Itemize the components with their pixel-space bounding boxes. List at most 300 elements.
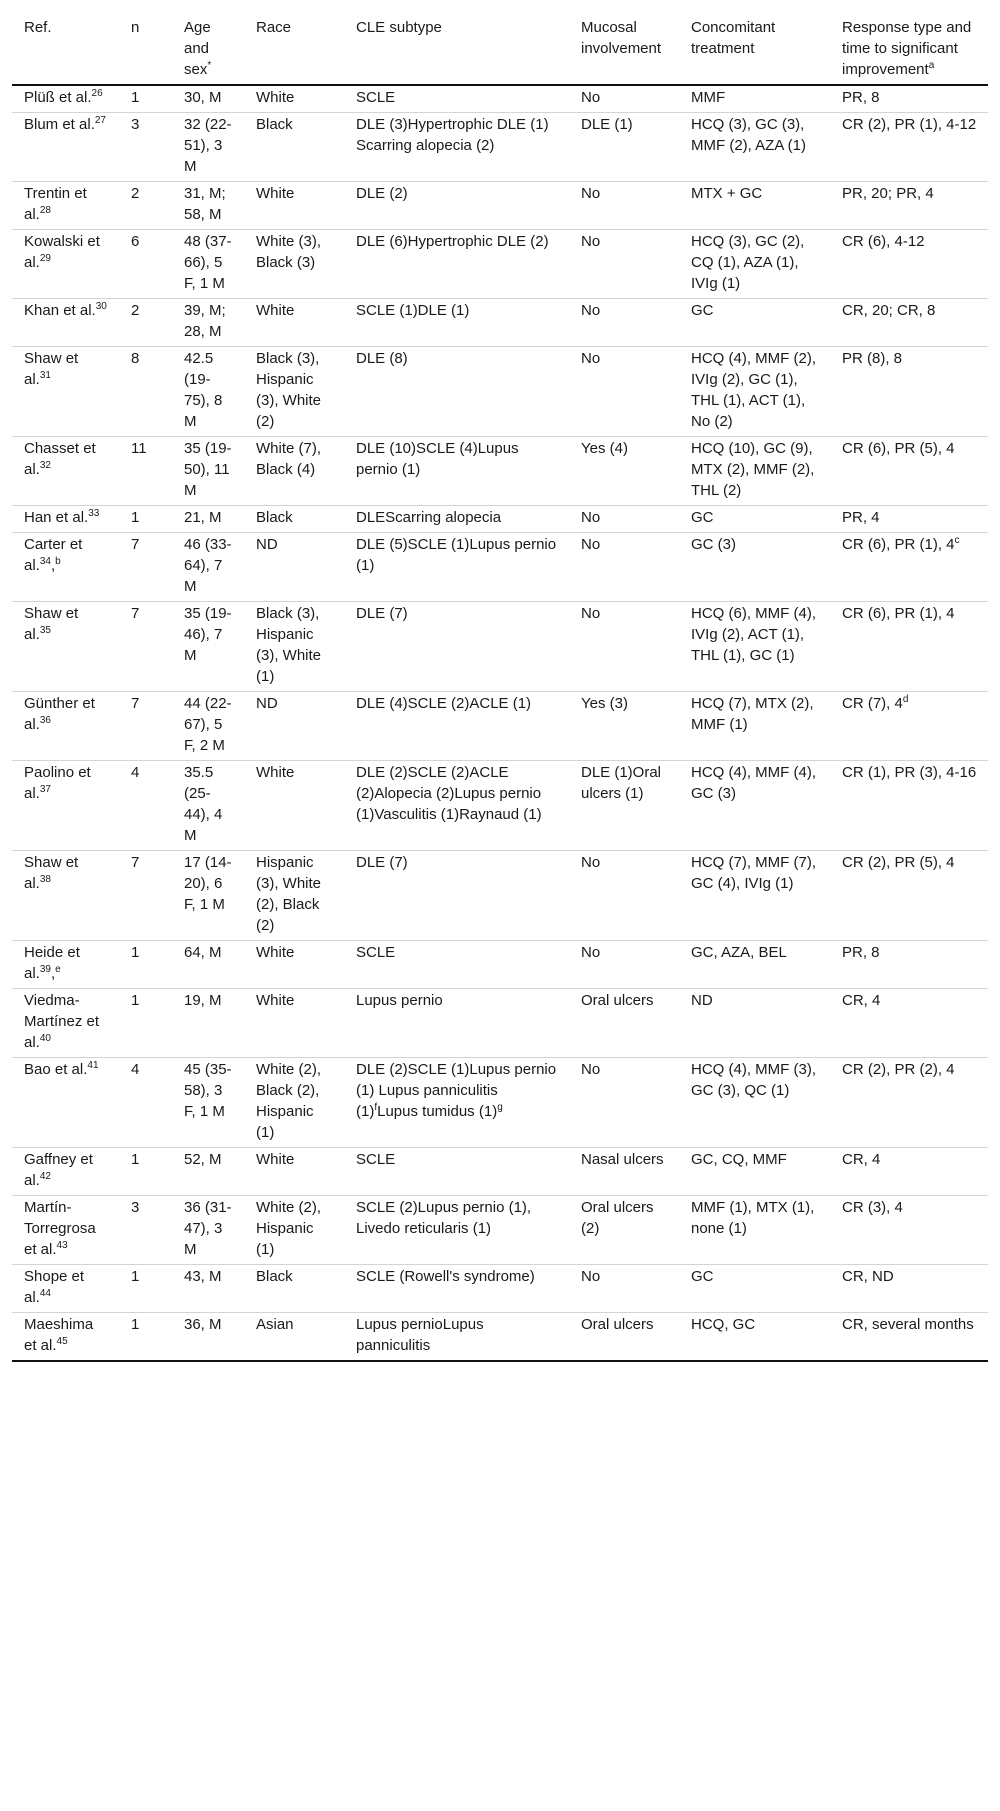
- cell-mucosal: [569, 113, 679, 182]
- treatment-text: MMF: [691, 89, 726, 106]
- reference-number: 32: [39, 460, 51, 471]
- race-text: White (3), Black (3): [256, 233, 322, 271]
- column-header-n: [119, 5, 172, 85]
- cell-ref: [12, 941, 119, 989]
- reference-number: 35: [39, 625, 51, 636]
- cell-mucosal: [569, 533, 679, 602]
- treatment-text: ND: [691, 992, 713, 1009]
- treatment-text: HCQ (3), GC (3), MMF (2), AZA (1): [691, 116, 807, 154]
- table-row: [12, 230, 988, 299]
- subtype-text: DLE (5)SCLE (1)Lupus pernio (1): [356, 536, 557, 574]
- treatment-text: HCQ, GC: [691, 1316, 756, 1333]
- cell-ref: [12, 506, 119, 533]
- cell-response: [830, 506, 988, 533]
- ref-text: Heide et al.: [24, 944, 80, 982]
- cell-treatment: [679, 1265, 830, 1313]
- reference-number: 39: [39, 964, 51, 975]
- subtype-text: SCLE (Rowell's syndrome): [356, 1268, 535, 1285]
- cell-treatment: [679, 1148, 830, 1196]
- cell-race: [244, 437, 344, 506]
- cell-n: [119, 437, 172, 506]
- table-row: [12, 1265, 988, 1313]
- subtype-text: DLE (7): [356, 854, 408, 871]
- response-text: PR, 8: [842, 89, 880, 106]
- race-text: White (2), Hispanic (1): [256, 1199, 322, 1258]
- cell-ref: [12, 1313, 119, 1362]
- cell-mucosal: [569, 506, 679, 533]
- treatment-text: HCQ (7), MMF (7), GC (4), IVIg (1): [691, 854, 816, 892]
- response-text: PR (8), 8: [842, 350, 903, 367]
- race-text: Hispanic (3), White (2), Black (2): [256, 854, 322, 934]
- cell-age: [172, 437, 244, 506]
- cell-treatment: [679, 230, 830, 299]
- column-header-label: n: [131, 19, 140, 36]
- table-body: [12, 85, 988, 1361]
- cell-age: [172, 1313, 244, 1362]
- race-text: Black: [256, 509, 293, 526]
- subtype-footnote: f: [374, 1102, 378, 1113]
- ref-text: Han et al.: [24, 509, 89, 526]
- mucosal-text: No: [581, 854, 601, 871]
- cell-subtype: [344, 230, 569, 299]
- ref-text: Carter et al.: [24, 536, 83, 574]
- cell-mucosal: [569, 692, 679, 761]
- cell-treatment: [679, 1058, 830, 1148]
- treatment-text: HCQ (4), MMF (4), GC (3): [691, 764, 816, 802]
- column-header-response: [830, 5, 988, 85]
- cell-treatment: [679, 299, 830, 347]
- cell-mucosal: [569, 182, 679, 230]
- treatment-text: HCQ (3), GC (2), CQ (1), AZA (1), IVIg (1): [691, 233, 805, 292]
- mucosal-text: No: [581, 944, 601, 961]
- response-text: PR, 20; PR, 4: [842, 185, 934, 202]
- cell-response: [830, 1265, 988, 1313]
- ref-text: Paolino et al.: [24, 764, 91, 802]
- cell-race: [244, 182, 344, 230]
- cell-subtype: [344, 182, 569, 230]
- cell-response: [830, 437, 988, 506]
- treatment-text: HCQ (10), GC (9), MTX (2), MMF (2), THL (2): [691, 440, 815, 499]
- cell-treatment: [679, 182, 830, 230]
- table-row: [12, 692, 988, 761]
- cell-ref: [12, 182, 119, 230]
- cell-response: [830, 692, 988, 761]
- cell-race: [244, 1265, 344, 1313]
- cell-age: [172, 851, 244, 941]
- cell-mucosal: [569, 1313, 679, 1362]
- cell-response: [830, 182, 988, 230]
- cell-age: [172, 85, 244, 113]
- reference-number: 42: [39, 1171, 51, 1182]
- cell-treatment: [679, 347, 830, 437]
- reference-number: 45: [56, 1336, 68, 1347]
- age-text: 52, M: [184, 1151, 222, 1168]
- cell-subtype: [344, 533, 569, 602]
- cell-response: [830, 85, 988, 113]
- race-text: Black: [256, 116, 293, 133]
- reference-number: 36: [39, 715, 51, 726]
- cell-subtype: [344, 1265, 569, 1313]
- table-row: [12, 347, 988, 437]
- cell-treatment: [679, 1313, 830, 1362]
- cell-response: [830, 347, 988, 437]
- treatment-text: GC: [691, 1268, 714, 1285]
- treatment-text: GC, CQ, MMF: [691, 1151, 787, 1168]
- cell-mucosal: [569, 299, 679, 347]
- race-text: White: [256, 944, 295, 961]
- table-row: [12, 182, 988, 230]
- subtype-text: SCLE (1)DLE (1): [356, 302, 470, 319]
- cell-n: [119, 1313, 172, 1362]
- n-text: 6: [131, 233, 140, 250]
- cell-race: [244, 113, 344, 182]
- race-text: White: [256, 185, 295, 202]
- reference-number: 27: [94, 115, 106, 126]
- ref-text: Martín-Torregrosa et al.: [24, 1199, 96, 1258]
- cell-response: [830, 761, 988, 851]
- cell-race: [244, 941, 344, 989]
- cell-response: [830, 1313, 988, 1362]
- reference-footnote: e: [55, 964, 61, 975]
- mucosal-text: No: [581, 536, 601, 553]
- cell-treatment: [679, 437, 830, 506]
- age-text: 39, M; 28, M: [184, 302, 226, 340]
- race-text: White: [256, 764, 295, 781]
- cell-n: [119, 1058, 172, 1148]
- cell-ref: [12, 437, 119, 506]
- cell-ref: [12, 230, 119, 299]
- subtype-text-continued: Lupus tumidus (1): [377, 1103, 498, 1120]
- n-text: 1: [131, 509, 140, 526]
- cell-ref: [12, 761, 119, 851]
- table-row: [12, 85, 988, 113]
- response-text: PR, 4: [842, 509, 880, 526]
- column-header-label: Response type and time to significant improvement: [842, 19, 972, 78]
- response-text: CR, 4: [842, 1151, 881, 1168]
- cell-response: [830, 1196, 988, 1265]
- cell-mucosal: [569, 1148, 679, 1196]
- race-text: White (2), Black (2), Hispanic (1): [256, 1061, 322, 1141]
- treatment-text: GC: [691, 509, 714, 526]
- response-text: CR (6), PR (1), 4: [842, 605, 955, 622]
- cell-n: [119, 851, 172, 941]
- subtype-text: SCLE: [356, 1151, 396, 1168]
- response-text: CR, several months: [842, 1316, 974, 1333]
- reference-number: 38: [39, 874, 51, 885]
- treatment-text: GC, AZA, BEL: [691, 944, 787, 961]
- cell-n: [119, 506, 172, 533]
- cell-ref: [12, 1196, 119, 1265]
- age-text: 21, M: [184, 509, 222, 526]
- subtype-text: DLE (2): [356, 185, 408, 202]
- cell-subtype: [344, 437, 569, 506]
- cell-subtype: [344, 299, 569, 347]
- cell-mucosal: [569, 941, 679, 989]
- cell-subtype: [344, 347, 569, 437]
- cell-race: [244, 989, 344, 1058]
- cell-n: [119, 602, 172, 692]
- cell-response: [830, 602, 988, 692]
- cell-ref: [12, 1148, 119, 1196]
- cell-n: [119, 761, 172, 851]
- cell-treatment: [679, 533, 830, 602]
- cell-age: [172, 347, 244, 437]
- age-text: 35.5 (25-44), 4 M: [184, 764, 223, 844]
- mucosal-text: No: [581, 605, 601, 622]
- treatment-text: HCQ (4), MMF (2), IVIg (2), GC (1), THL (1), ACT (1), No (2): [691, 350, 816, 430]
- cell-treatment: [679, 692, 830, 761]
- ref-text: Günther et al.: [24, 695, 95, 733]
- reference-number: 43: [56, 1240, 68, 1251]
- subtype-text: DLE (3)Hypertrophic DLE (1) Scarring alopecia (2): [356, 116, 549, 154]
- subtype-text: Lupus pernioLupus panniculitis: [356, 1316, 484, 1354]
- age-text: 45 (35-58), 3 F, 1 M: [184, 1061, 232, 1120]
- cell-mucosal: [569, 989, 679, 1058]
- mucosal-text: No: [581, 185, 601, 202]
- cell-age: [172, 692, 244, 761]
- cell-response: [830, 113, 988, 182]
- cell-n: [119, 182, 172, 230]
- response-text: CR (2), PR (5), 4: [842, 854, 955, 871]
- cell-age: [172, 941, 244, 989]
- table-row: [12, 299, 988, 347]
- subtype-text: DLE (4)SCLE (2)ACLE (1): [356, 695, 532, 712]
- n-text: 3: [131, 1199, 140, 1216]
- cell-ref: [12, 989, 119, 1058]
- n-text: 7: [131, 695, 140, 712]
- cell-n: [119, 533, 172, 602]
- column-header-label: Ref.: [24, 19, 52, 36]
- response-text: PR, 8: [842, 944, 880, 961]
- mucosal-text: Oral ulcers (2): [581, 1199, 654, 1237]
- n-text: 1: [131, 1316, 140, 1333]
- cell-age: [172, 230, 244, 299]
- race-text: Black (3), Hispanic (3), White (1): [256, 605, 322, 685]
- cell-n: [119, 941, 172, 989]
- ref-text: Bao et al.: [24, 1061, 88, 1078]
- cell-n: [119, 113, 172, 182]
- cell-race: [244, 692, 344, 761]
- cell-mucosal: [569, 347, 679, 437]
- race-text: White: [256, 992, 295, 1009]
- reference-number: 26: [91, 88, 103, 99]
- cell-race: [244, 1313, 344, 1362]
- cell-treatment: [679, 851, 830, 941]
- age-text: 64, M: [184, 944, 222, 961]
- ref-text: Maeshima et al.: [24, 1316, 94, 1354]
- response-footnote: d: [902, 694, 909, 705]
- table-row: [12, 989, 988, 1058]
- treatment-text: MMF (1), MTX (1), none (1): [691, 1199, 815, 1237]
- subtype-text: Lupus pernio: [356, 992, 443, 1009]
- column-header-label: Mucosal involvement: [581, 19, 662, 57]
- reference-number: 40: [39, 1033, 51, 1044]
- cell-age: [172, 182, 244, 230]
- cell-subtype: [344, 1058, 569, 1148]
- mucosal-text: No: [581, 233, 601, 250]
- cell-ref: [12, 1265, 119, 1313]
- ref-text: Khan et al.: [24, 302, 96, 319]
- n-text: 7: [131, 536, 140, 553]
- column-header-label: Concomitant treatment: [691, 19, 776, 57]
- table-row: [12, 113, 988, 182]
- cell-subtype: [344, 113, 569, 182]
- cell-treatment: [679, 113, 830, 182]
- subtype-text: DLE (10)SCLE (4)Lupus pernio (1): [356, 440, 519, 478]
- cell-ref: [12, 347, 119, 437]
- race-text: ND: [256, 536, 278, 553]
- cell-age: [172, 533, 244, 602]
- cell-subtype: [344, 941, 569, 989]
- mucosal-text: Yes (3): [581, 695, 628, 712]
- column-header-label: CLE subtype: [356, 19, 442, 36]
- column-header-age: [172, 5, 244, 85]
- mucosal-text: No: [581, 1268, 601, 1285]
- reference-number: 41: [87, 1060, 99, 1071]
- subtype-text: DLE (2)SCLE (1)Lupus pernio (1) Lupus panniculitis (1): [356, 1061, 557, 1120]
- cell-treatment: [679, 761, 830, 851]
- reference-number: 34: [39, 556, 51, 567]
- cell-subtype: [344, 1148, 569, 1196]
- cell-mucosal: [569, 602, 679, 692]
- cell-response: [830, 1148, 988, 1196]
- cell-race: [244, 230, 344, 299]
- race-text: White: [256, 302, 295, 319]
- response-text: CR, 4: [842, 992, 881, 1009]
- cell-response: [830, 941, 988, 989]
- column-header-footnote: a: [928, 60, 935, 71]
- reference-number: 37: [39, 784, 51, 795]
- column-header-subtype: [344, 5, 569, 85]
- n-text: 1: [131, 1151, 140, 1168]
- race-text: Asian: [256, 1316, 294, 1333]
- cell-response: [830, 299, 988, 347]
- ref-text: Trentin et al.: [24, 185, 87, 223]
- subtype-text: DLE (6)Hypertrophic DLE (2): [356, 233, 549, 250]
- cell-race: [244, 761, 344, 851]
- age-text: 35 (19-46), 7 M: [184, 605, 232, 664]
- cell-n: [119, 692, 172, 761]
- cell-race: [244, 1196, 344, 1265]
- age-text: 36 (31-47), 3 M: [184, 1199, 232, 1258]
- cell-ref: [12, 1058, 119, 1148]
- cell-ref: [12, 85, 119, 113]
- cell-subtype: [344, 851, 569, 941]
- reference-number: 28: [39, 205, 51, 216]
- response-text: CR (6), PR (5), 4: [842, 440, 955, 457]
- cell-treatment: [679, 941, 830, 989]
- cell-ref: [12, 533, 119, 602]
- response-text: CR (7), 4: [842, 695, 903, 712]
- reference-number: 29: [39, 253, 51, 264]
- age-text: 17 (14-20), 6 F, 1 M: [184, 854, 232, 913]
- footnote-separator: ,: [50, 557, 56, 574]
- cell-mucosal: [569, 761, 679, 851]
- ref-text: Shope et al.: [24, 1268, 85, 1306]
- reference-footnote: b: [55, 556, 61, 567]
- n-text: 3: [131, 116, 140, 133]
- cell-race: [244, 347, 344, 437]
- cell-age: [172, 1148, 244, 1196]
- n-text: 1: [131, 992, 140, 1009]
- n-text: 11: [131, 440, 147, 457]
- age-text: 43, M: [184, 1268, 222, 1285]
- mucosal-text: DLE (1): [581, 116, 633, 133]
- race-text: ND: [256, 695, 278, 712]
- cell-n: [119, 85, 172, 113]
- literature-table: [12, 5, 988, 1362]
- treatment-text: HCQ (6), MMF (4), IVIg (2), ACT (1), THL (1), GC (1): [691, 605, 816, 664]
- table-header-row: [12, 5, 988, 85]
- mucosal-text: Nasal ulcers: [581, 1151, 664, 1168]
- cell-treatment: [679, 85, 830, 113]
- age-text: 31, M; 58, M: [184, 185, 226, 223]
- column-header-label: Race: [256, 19, 292, 36]
- cell-treatment: [679, 989, 830, 1058]
- race-text: Black (3), Hispanic (3), White (2): [256, 350, 322, 430]
- race-text: White: [256, 1151, 295, 1168]
- cell-n: [119, 1148, 172, 1196]
- cell-n: [119, 299, 172, 347]
- reference-number: 31: [39, 370, 51, 381]
- mucosal-text: No: [581, 350, 601, 367]
- cell-subtype: [344, 692, 569, 761]
- cell-race: [244, 1058, 344, 1148]
- cell-response: [830, 989, 988, 1058]
- cell-mucosal: [569, 1058, 679, 1148]
- cell-subtype: [344, 1313, 569, 1362]
- n-text: 7: [131, 854, 140, 871]
- age-text: 44 (22-67), 5 F, 2 M: [184, 695, 232, 754]
- cell-mucosal: [569, 437, 679, 506]
- treatment-text: HCQ (4), MMF (3), GC (3), QC (1): [691, 1061, 816, 1099]
- cell-age: [172, 1265, 244, 1313]
- cell-race: [244, 851, 344, 941]
- cell-n: [119, 1265, 172, 1313]
- age-text: 46 (33-64), 7 M: [184, 536, 232, 595]
- column-header-label: Age and sex: [184, 19, 211, 78]
- cell-treatment: [679, 1196, 830, 1265]
- mucosal-text: No: [581, 89, 601, 106]
- cell-age: [172, 113, 244, 182]
- mucosal-text: Yes (4): [581, 440, 628, 457]
- table-row: [12, 533, 988, 602]
- column-header-footnote: *: [207, 60, 212, 71]
- cell-treatment: [679, 506, 830, 533]
- cell-mucosal: [569, 851, 679, 941]
- ref-text: Shaw et al.: [24, 605, 79, 643]
- subtype-text: SCLE: [356, 944, 396, 961]
- cell-race: [244, 506, 344, 533]
- table-row: [12, 506, 988, 533]
- cell-response: [830, 533, 988, 602]
- race-text: Black: [256, 1268, 293, 1285]
- reference-number: 44: [39, 1288, 51, 1299]
- ref-text: Viedma-Martínez et al.: [24, 992, 100, 1051]
- column-header-treatment: [679, 5, 830, 85]
- cell-treatment: [679, 602, 830, 692]
- cell-age: [172, 299, 244, 347]
- cell-n: [119, 1196, 172, 1265]
- n-text: 2: [131, 185, 140, 202]
- table-row: [12, 437, 988, 506]
- column-header-mucosal: [569, 5, 679, 85]
- mucosal-text: No: [581, 509, 601, 526]
- n-text: 2: [131, 302, 140, 319]
- cell-ref: [12, 299, 119, 347]
- cell-ref: [12, 113, 119, 182]
- reference-number: 30: [95, 301, 107, 312]
